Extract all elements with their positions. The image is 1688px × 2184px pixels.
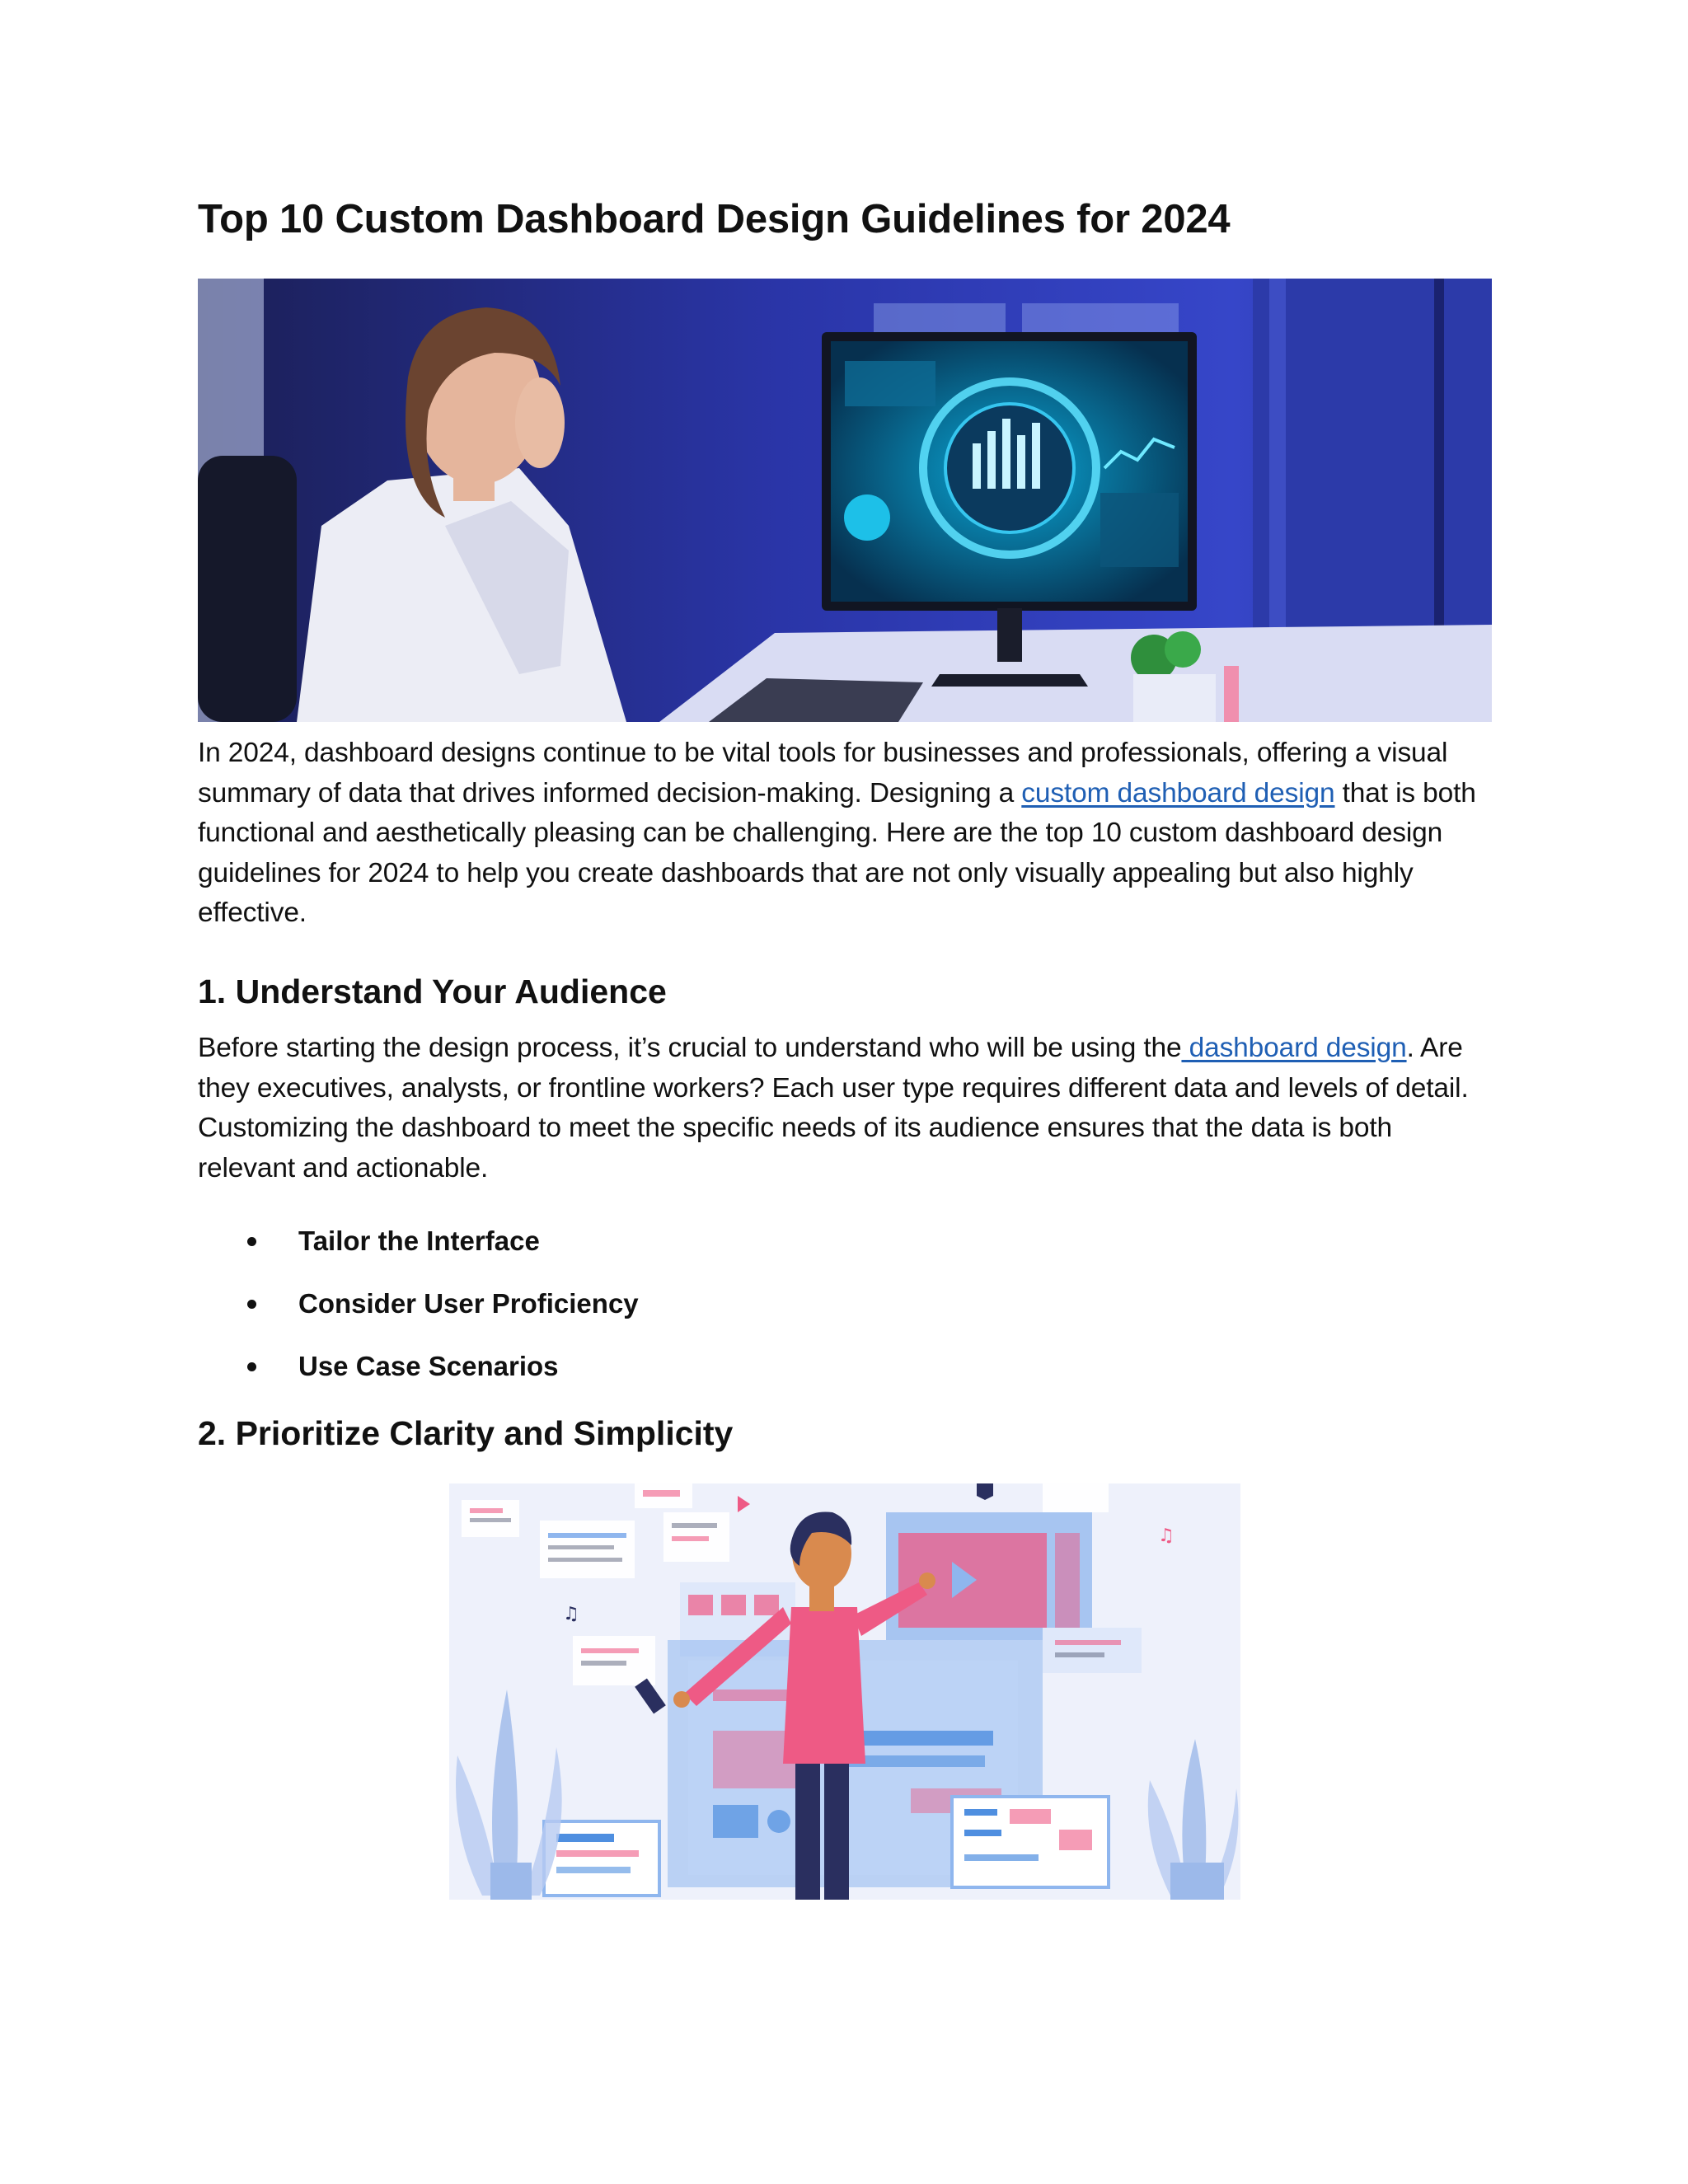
bullet-icon — [247, 1362, 256, 1371]
svg-text:♫: ♫ — [1158, 1526, 1175, 1546]
page-title: Top 10 Custom Dashboard Design Guidelines for 2024 — [198, 197, 1231, 241]
section1-paragraph — [198, 1029, 1496, 1188]
section-heading-understand-audience: 1. Understand Your Audience — [198, 972, 667, 1010]
bullet-icon — [247, 1300, 256, 1309]
illustration-person-with-dashboards — [449, 1483, 1240, 1900]
dashboard-design-link[interactable]: dashboard design — [1181, 1033, 1407, 1063]
bullet-icon — [247, 1237, 256, 1246]
intro-text-end: that is both functional and aesthetically pleasing can be challenging. Here are the top 10 custom dashboard design guidelines for 2024 to help you create dashboards that are not only visually appealing but also highly effective. — [198, 777, 1476, 928]
intro-text-start: In 2024, dashboard designs continue to be vital tools for businesses and professionals, offering a visual summary of data that drives informed decision-making. Designing a — [198, 738, 1448, 808]
section-heading-clarity-simplicity: 2. Prioritize Clarity and Simplicity — [198, 1414, 734, 1452]
list-item: Tailor the Interface — [198, 1210, 639, 1272]
intro-paragraph — [198, 733, 1496, 934]
custom-dashboard-design-link[interactable]: custom dashboard design — [1021, 777, 1335, 808]
list-item: Use Case Scenarios — [198, 1335, 639, 1398]
list-item: Consider User Proficiency — [198, 1272, 639, 1335]
audience-bullet-list — [198, 1210, 639, 1398]
section1-text-end: . Are they executives, analysts, or frontline workers? Each user type requires different data and levels of detail. Customizing the dashboard to meet the specific needs of its audience ensures that the data is both relevant and actionable. — [198, 1033, 1469, 1183]
section1-text-start: Before starting the design process, it’s crucial to understand who will be using the — [198, 1033, 1182, 1063]
svg-text:♫: ♫ — [563, 1604, 579, 1624]
hero-image-woman-at-dashboard — [198, 279, 1492, 722]
